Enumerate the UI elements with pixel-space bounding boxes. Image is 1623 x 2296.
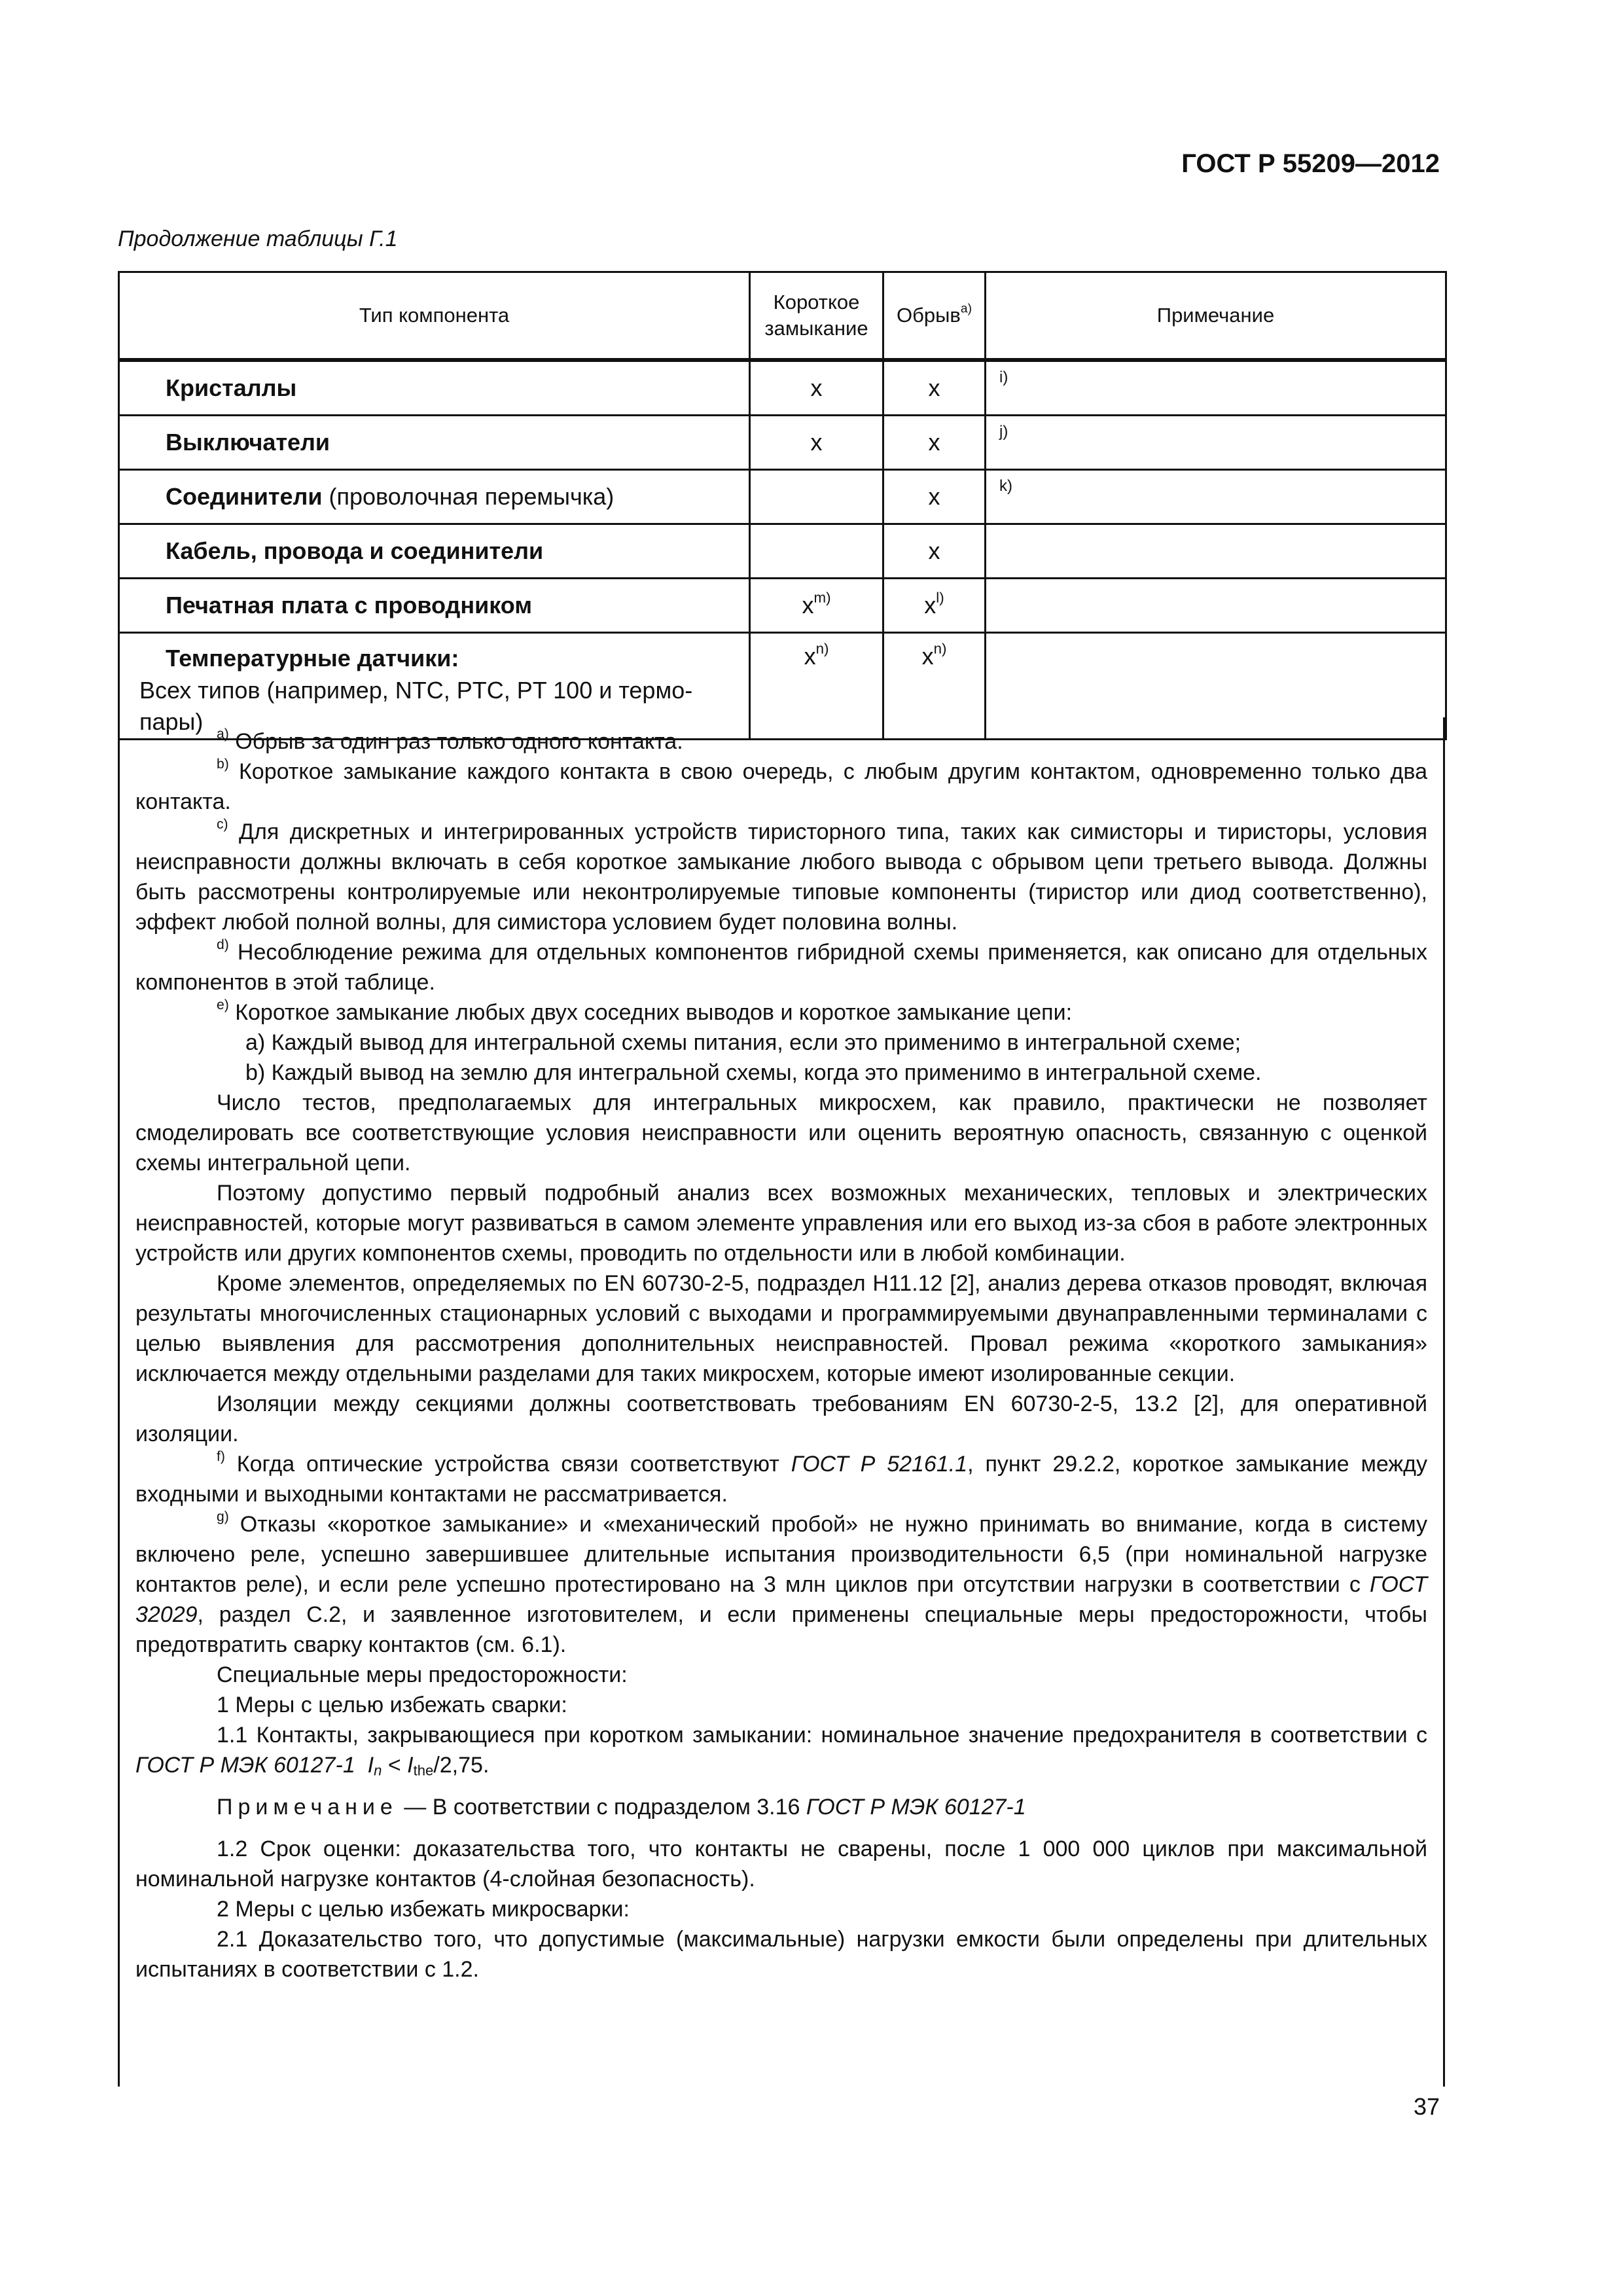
note-cell [986,579,1446,633]
footnote-f: $^{f)}$ Когда оптические устройства связи соответствуют ГОСТ Р 52161.1, пункт 29.2.2, короткое замыкание между входными и выходными контактами не рассматривается. [135,1449,1427,1507]
open-circuit-cell: x [883,360,986,416]
note-cell: k) [986,470,1446,524]
component-name: Кристаллы [119,360,750,416]
short-circuit-cell: x [750,416,883,470]
paragraph: 2 Меры с целью избежать микросварки: [217,1897,630,1922]
open-circuit-cell: x [883,470,986,524]
footnote-g: $^{g)}$ Отказы «короткое замыкание» и «механический пробой» не нужно принимать во внимание, когда в систему включено реле, успешно завершившее длительные испытания производительности 6,5 (при номинальной нагрузке контактов реле), и если реле успешно протестировано на 3 млн циклов при отсутствии нагрузки в соответствии с ГОСТ 32029, раздел С.2, и заявленное изготовителем, и если применены специальные меры предосторожности, чтобы предотвратить сварку контактов (см. 6.1). [135,1509,1427,1657]
table-header-row [119,272,1446,361]
footnote-d: $^{d)}$ Несоблюдение режима для отдельных компонентов гибридной схемы применяется, как описано для отдельных компонентов в этой таблице. [135,937,1427,995]
open-circuit-cell: x [883,524,986,579]
paragraph: 1 Меры с целью избежать сварки: [217,1693,567,1717]
footnote-b: $^{b)}$ Короткое замыкание каждого контакта в свою очередь, с любым другим контактом, одновременно только два контакта. [135,757,1427,814]
footnote-c: $^{c)}$ Для дискретных и интегрированных устройств тиристорного типа, таких как симисторы и тиристоры, условия неисправности должны включать в себя короткое замыкание любого вывода с обрывом цепи третьего вывода. Должны быть рассмотрены контролируемые или неконтролируемые типовые компоненты (тиристор или диод соответственно), эффект любой полной волны, для симистора условием будет половина волны. [135,817,1427,935]
short-circuit-cell: $x^{n)}$ [750,633,883,740]
table-footnotes [118,717,1445,2087]
table-row [119,470,1446,524]
table-row [119,360,1446,416]
footnote-e: $^{e)}$ Короткое замыкание любых двух соседних выводов и короткое замыкание цепи: [217,997,1073,1025]
header-component-type: Тип компонента [119,272,750,361]
header-open-circuit: Обрыв$^{a)}$ [883,272,986,361]
table-row [119,416,1446,470]
paragraph: Число тестов, предполагаемых для интегральных микросхем, как правило, практически не позволяет смоделировать все соответствующие условия неисправности или оценить вероятную опасность, связанную с оценкой схемы интегральной цепи. [135,1090,1427,1175]
short-circuit-cell [750,470,883,524]
component-name: Выключатели [119,416,750,470]
paragraph: Кроме элементов, определяемых по EN 60730-2-5, подраздел H11.12 [2], анализ дерева отказов проводят, включая результаты многочисленных стационарных условий с выходами и программируемыми двунаправленными терминалами с целью выявления для рассмотрения дополнительных неисправностей. Провал режима «короткого замыкания» исключается между отдельными разделами для таких микросхем, которые имеют изолированные секции. [135,1271,1427,1386]
component-name: Кабель, провода и соединители [119,524,750,579]
paragraph: 2.1 Доказательство того, что допустимые (максимальные) нагрузки емкости были определены при длительных испытаниях в соответствии с 1.2. [135,1927,1427,1982]
page-number: 37 [1413,2093,1440,2120]
standard-designation: ГОСТ Р 55209—2012 [1181,149,1440,178]
short-circuit-cell: $x^{m)}$ [750,579,883,633]
component-name: Температурные датчики: Всех типов (например, NTC, PTC, PT 100 и термо-пары) [119,633,750,740]
note-cell: j) [986,416,1446,470]
footnote-e-item-a: а) Каждый вывод для интегральной схемы питания, если это применимо в интегральной схеме; [245,1030,1241,1055]
note-paragraph: Примечание — В соответствии с подразделом 3.16 ГОСТ Р МЭК 60127-1 [217,1795,1026,1820]
note-cell: i) [986,360,1446,416]
table-row [119,579,1446,633]
paragraph: Изоляции между секциями должны соответствовать требованиям EN 60730-2-5, 13.2 [2], для оперативной изоляции. [135,1391,1427,1446]
header-short-circuit: Короткое замыкание [750,272,883,361]
table-caption: Продолжение таблицы Г.1 [118,226,398,251]
component-name: Печатная плата с проводником [119,579,750,633]
paragraph: Поэтому допустимо первый подробный анализ всех возможных механических, тепловых и электрических неисправностей, которые могут развиваться в самом элементе управления или его выход из-за сбоя в работе электронных устройств или других компонентов схемы, проводить по отдельности или в любой комбинации. [135,1181,1427,1266]
open-circuit-cell: $x^{n)}$ [883,633,986,740]
footnote-e-item-b: b) Каждый вывод на землю для интегральной схемы, когда это применимо в интегральной схеме. [245,1060,1262,1085]
short-circuit-cell: x [750,360,883,416]
paragraph: 1.2 Срок оценки: доказательства того, что контакты не сварены, после 1 000 000 циклов при максимальной номинальной нагрузке контактов (4-слойная безопасность). [135,1837,1427,1892]
component-name: Соединители (проволочная перемычка) [119,470,750,524]
component-table [118,271,1447,740]
paragraph: Специальные меры предосторожности: [217,1662,628,1687]
header-note: Примечание [986,272,1446,361]
short-circuit-cell [750,524,883,579]
footnote-a: $^{a)}$ Обрыв за один раз только одного контакта. [217,726,683,754]
open-circuit-cell: $x^{l)}$ [883,579,986,633]
open-circuit-cell: x [883,416,986,470]
table-row [119,524,1446,579]
paragraph: 1.1 Контакты, закрывающиеся при коротком замыкании: номинальное значение предохранителя в соответствии с ГОСТ Р МЭК 60127-1 $I_n < I_{the}/2,75$. [135,1723,1427,1779]
note-cell [986,524,1446,579]
